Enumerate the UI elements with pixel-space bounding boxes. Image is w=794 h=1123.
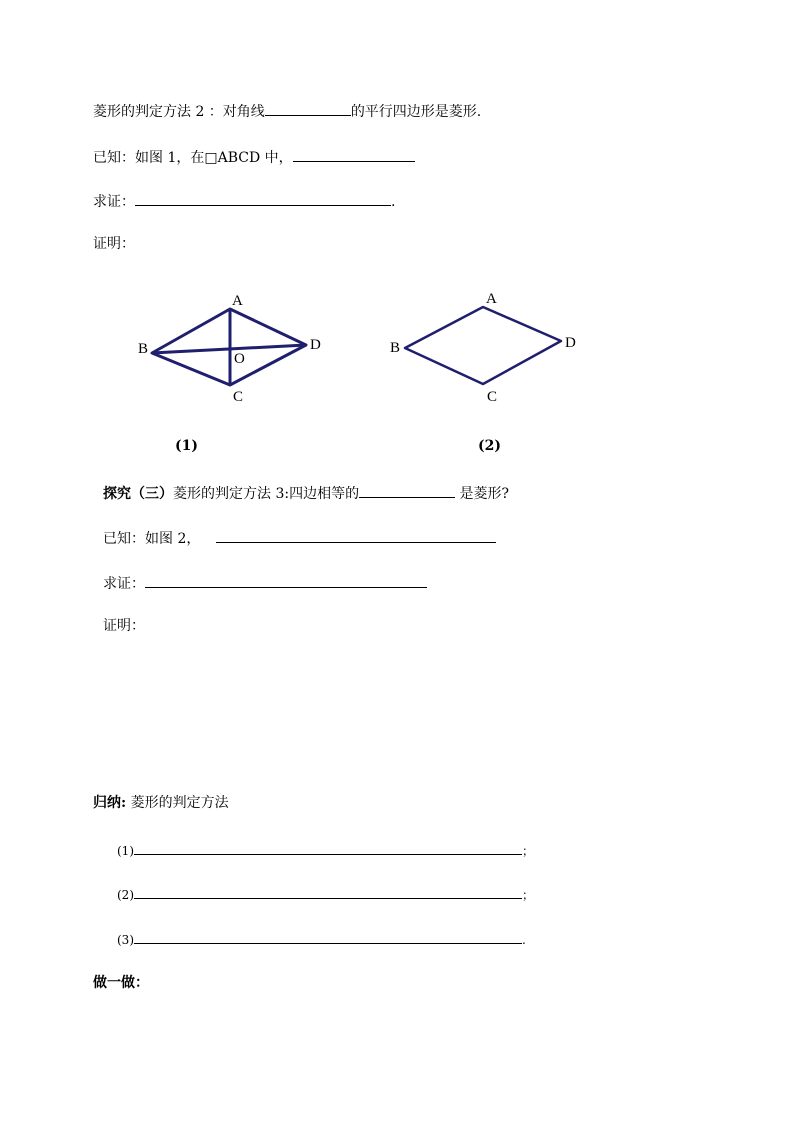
summary-item-blank[interactable] — [134, 929, 522, 944]
figure1-label-o: O — [234, 351, 245, 367]
summary-item-end: ； — [522, 844, 535, 858]
summary-item-blank[interactable] — [134, 840, 522, 855]
known1-middle: ABCD 中， — [217, 150, 293, 166]
prove1-suffix: . — [391, 194, 396, 210]
figure2-rhombus-shape — [405, 307, 561, 384]
known1-prefix: 已知：如图 1，在 — [93, 150, 205, 166]
figure2-label-d: D — [565, 335, 576, 351]
figure2-label-c: C — [487, 389, 498, 405]
figure1-caption: (1) — [175, 438, 198, 454]
summary-bold-label: 归纳: — [93, 795, 127, 811]
summary-text: 菱形的判定方法 — [126, 795, 229, 811]
summary-line — [93, 794, 229, 812]
summary-item-3 — [117, 929, 526, 949]
try-it-label: 做一做： — [93, 975, 149, 991]
figure1-label-c: C — [233, 389, 244, 405]
prove1-line — [93, 191, 395, 211]
known2-line — [103, 528, 496, 548]
prove2-line — [103, 573, 427, 593]
summary-item-end: ； — [522, 888, 535, 902]
explore3-suffix: 是菱形? — [455, 486, 510, 502]
summary-item-num: (1) — [117, 844, 134, 858]
summary-item-blank[interactable] — [134, 884, 522, 899]
figure2-caption: (2) — [478, 438, 501, 454]
method2-prefix: 菱形的判定方法 2 ：对角线 — [93, 104, 265, 120]
figure2-label-b: B — [390, 340, 401, 356]
prove2-blank[interactable] — [145, 573, 427, 588]
figure1-label-b: B — [138, 341, 149, 357]
parallelogram-symbol: □ — [204, 150, 218, 166]
prove1-label: 求证： — [93, 194, 135, 210]
figure1-label-d: D — [310, 337, 321, 353]
known2-blank[interactable] — [216, 528, 496, 543]
method2-blank[interactable] — [265, 101, 351, 116]
figure2-label-a: A — [486, 291, 497, 307]
explore3-blank[interactable] — [359, 483, 455, 498]
known2-prefix: 已知：如图 2， — [103, 531, 201, 547]
prove2-label: 求证： — [103, 576, 145, 592]
prove1-blank[interactable] — [135, 191, 391, 206]
proof1-label: 证明： — [93, 236, 135, 252]
summary-item-end: . — [522, 933, 526, 947]
summary-item-num: (3) — [117, 933, 134, 947]
explore3-prefix: 菱形的判定方法 3:四边相等的 — [173, 486, 360, 502]
summary-item-1 — [117, 840, 534, 860]
summary-item-num: (2) — [117, 888, 134, 902]
proof2-label: 证明： — [103, 618, 145, 634]
figure2-rhombus — [385, 283, 585, 408]
method2-suffix: 的平行四边形是菱形. — [350, 104, 482, 120]
explore3-bold-prefix: 探究（三） — [103, 486, 173, 502]
summary-item-2 — [117, 884, 534, 904]
explore3-line — [103, 483, 509, 503]
figure1-label-a: A — [232, 293, 243, 309]
figure1-rhombus-with-diagonals — [130, 285, 330, 410]
known1-line — [93, 147, 415, 167]
known1-blank[interactable] — [293, 147, 415, 162]
method2-line — [93, 101, 481, 121]
